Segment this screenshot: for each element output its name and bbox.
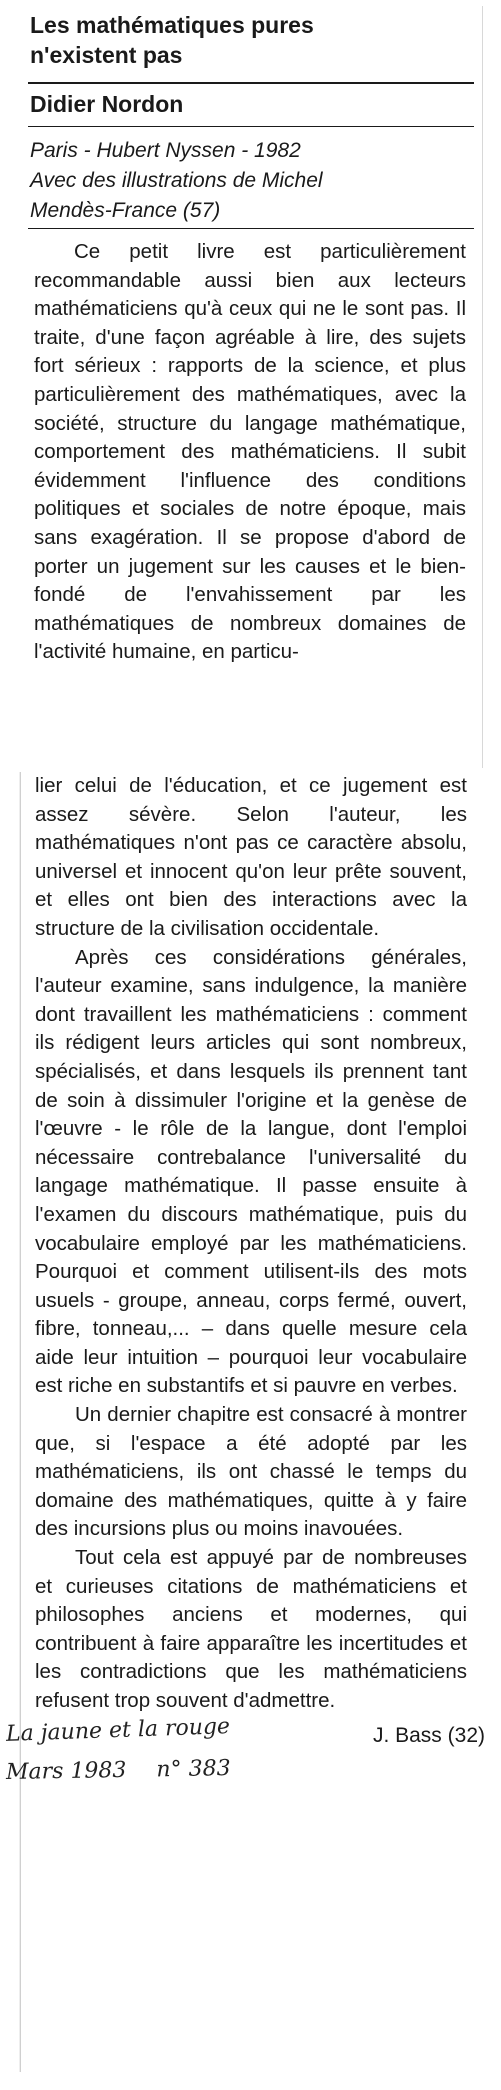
publication-line-1: Paris - Hubert Nyssen - 1982 — [30, 139, 301, 162]
handwritten-issue — [6, 1756, 231, 1785]
review-body-top — [34, 238, 466, 667]
publication-line-3: Mendès-France (57) — [30, 199, 221, 222]
author-name: Didier Nordon — [30, 91, 184, 117]
review-title — [30, 10, 470, 70]
review-body-bottom — [35, 772, 467, 1716]
handwritten-number: n° 383 — [156, 1756, 231, 1783]
paragraph-1-part-1: Ce petit livre est particulièrement recommandable aussi bien aux lecteurs mathématiciens qu'à ceux qui ne le sont pas. Il traite, d'une façon agréable à lire, des sujets fort sérieux : rapports de la science, et plus particulièrement des mathématiques, avec la société, structure du langage mathématique, comportement des mathématiciens. Il subit évidemment l'influence des conditions politiques et sociales de notre époque, mais sans exagération. Il se propose d'abord de porter un jugement sur les causes et le bien-fondé de l'envahissement par les mathématiques de nombreux domaines de l'activité humaine, en particu- — [34, 240, 466, 664]
author-rule — [28, 126, 474, 127]
clipping-top — [20, 6, 483, 768]
paragraph-2: Après ces considérations générales, l'auteur examine, sans indulgence, la manière dont travaillent les mathématiciens : comment ils rédigent leurs articles qui sont nombreux, spécialisés, et dans lesquels ils prennent tant de soin à dissimuler l'origine et la genèse de l'œuvre - le rôle de la langue, dont l'emploi nécessaire contrebalance l'universalité du langage mathématique. Il passe ensuite à l'examen du discours mathématique, puis du vocabulaire employé par les mathématiciens. Pourquoi et comment utilisent-ils des mots usuels - groupe, anneau, corps fermé, ouvert, fibre, tonneau,... – dans quelle mesure cela aide leur intuition – pourquoi leur vocabulaire est riche en substantifs et si pauvre en verbes. — [35, 945, 467, 1398]
title-rule — [28, 82, 474, 84]
paragraph-1-part-2: lier celui de l'éducation, et ce jugement est assez sévère. Selon l'auteur, les mathématiques n'ont pas ce caractère absolu, universel et innocent qu'on leur prête souvent, et elles ont bien des interactions avec la structure de la civilisation occidentale. — [35, 774, 467, 940]
clipping-bottom — [20, 772, 483, 2072]
handwritten-annotation — [5, 1714, 256, 1798]
publication-line-2: Avec des illustrations de Michel — [30, 169, 323, 192]
paragraph-4: Tout cela est appuyé par de nombreuses et curieuses citations de mathématiciens et philosophes anciens et modernes, qui contribuent à faire apparaître les incertitudes et les contradictions que les mathématiciens refusent trop souvent d'admettre. — [35, 1546, 467, 1712]
publication-info — [30, 136, 470, 226]
title-line-2: n'existent pas — [30, 42, 183, 68]
handwritten-journal-name: La jaune et la rouge — [5, 1714, 231, 1747]
handwritten-date: Mars 1983 — [5, 1757, 127, 1785]
reviewer-signature: J. Bass (32) — [372, 1724, 485, 1747]
title-line-1: Les mathématiques pures — [30, 12, 314, 38]
paragraph-3: Un dernier chapitre est consacré à montrer que, si l'espace a été adopté par les mathématiciens, ils ont chassé le temps du domaine des mathématiques, quitte à y faire des incursions plus ou moins inavouées. — [35, 1403, 467, 1541]
publication-rule — [28, 228, 474, 229]
